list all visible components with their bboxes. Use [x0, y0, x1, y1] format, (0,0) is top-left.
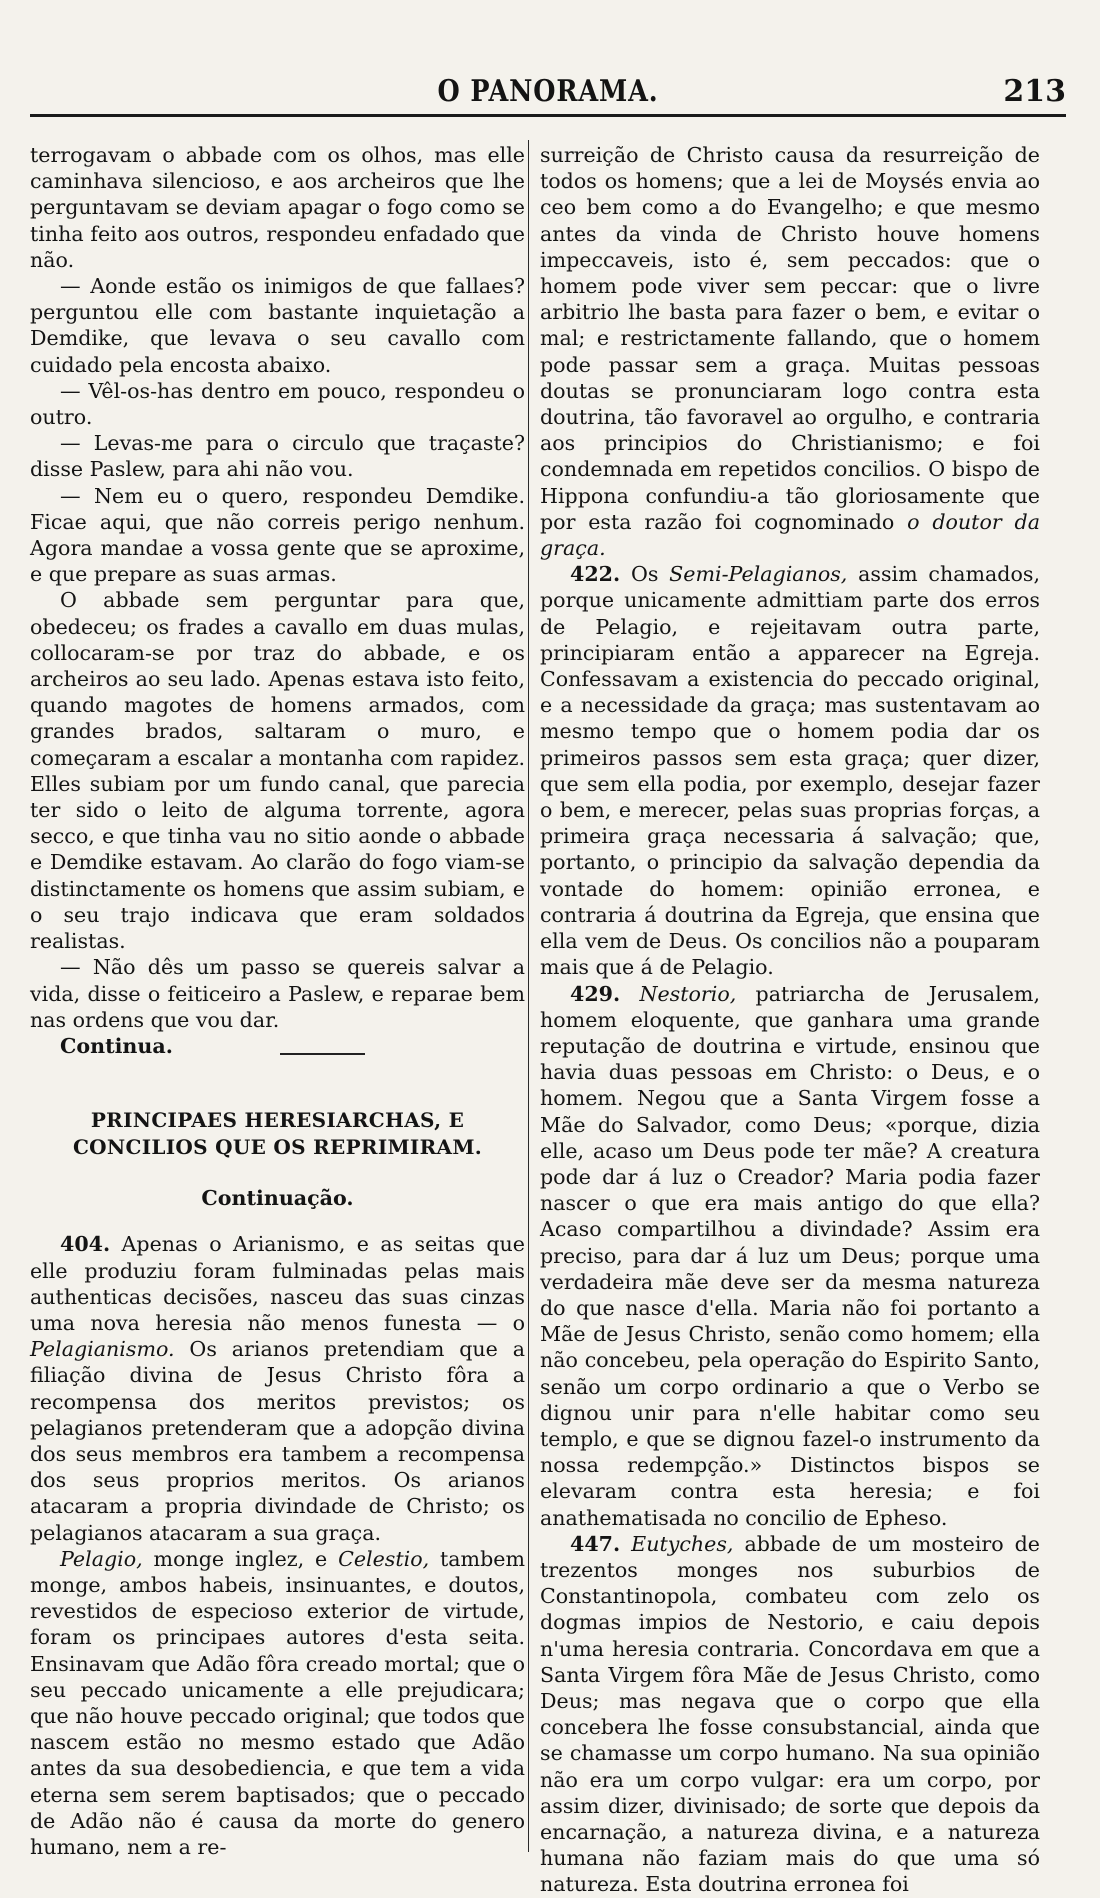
- column-divider: [528, 140, 529, 1852]
- story-paragraph-7: — Não dês um passo se quereis salvar a vida, disse o feiticeiro a Paslew, e reparae bem nas ordens que vou dar.: [30, 955, 525, 1032]
- paragraph-number-422: 422.: [570, 562, 621, 587]
- story-paragraph-5: — Nem eu o quero, respondeu Demdike. Ficae aqui, que não correis perigo nenhum. Agora mandae a vossa gente que se aproxime, e que prepare as suas armas.: [30, 483, 525, 587]
- page-header: [30, 70, 1066, 117]
- section-separator: [280, 1053, 365, 1055]
- story-paragraph-6: O abbade sem perguntar para que, obedeceu; os frades a cavallo em duas mulas, collocaram-se por traz do abbade, e os archeiros ao seu lado. Apenas estava isto feito, quando magotes de homens armados, com grandes brados, saltaram o muro, e começaram a escalar a montanha com rapidez. Elles subiam por um fundo canal, que parecia ter sido o leito de alguma torrente, agora secco, e que tinha vau no sitio aonde o abbade e Demdike estavam. Ao clarão do fogo viam-se distinctamente os homens que assim subiam, e o seu trajo indicava que eram soldados realistas.: [30, 588, 525, 954]
- story-paragraph-1: terrogavam o abbade com os olhos, mas elle caminhava silencioso, e aos archeiros que lhe perguntavam se deviam apagar o fogo como se tinha feito aos outros, respondeu enfadado que não.: [30, 143, 525, 272]
- paragraph-continued: surreição de Christo causa da resurreição de todos os homens; que a lei de Moysés envia ao ceo bem como a do Evangelho; e que mesmo antes da vinda de Christo houve homens impeccaveis, isto é, sem peccados: que o homem pode viver sem peccar: que o livre arbitrio lhe basta para fazer o bem, e evitar o mal; e restrictamente fallando, que o homem pode passar sem a graça. Muitas pessoas doutas se pronunciaram logo contra esta doutrina, tão favoravel ao orgulho, e contraria aos principios do Christianismo; e foi condemnada em repetidos concilios. O bispo de Hippona confundiu-a tão gloriosamente que por esta razão foi cognominado o doutor da graça.: [540, 143, 1040, 561]
- story-paragraph-2: — Aonde estão os inimigos de que fallaes? perguntou elle com bastante inquietação a Demdike, que levava o seu cavallo com cuidado pela encosta abaixo.: [30, 274, 525, 377]
- paragraph-number-404: 404.: [60, 1232, 111, 1257]
- page-number: 213: [1003, 74, 1066, 109]
- paragraph-number-447: 447.: [570, 1531, 621, 1556]
- paragraph-number-429: 429.: [570, 981, 621, 1006]
- paragraph-422: 422. Os Semi-Pelagianos, assim chamados, porque unicamente admittiam parte dos erros de Pelagio, e rejeitavam outra parte, principiaram então a apparecer na Egreja. Confessavam a existencia do peccado original, e a necessidade da graça; mas sustentavam ao mesmo tempo que o homem podia dar os primeiros passos sem esta graça; quer dizer, que sem ella podia, por exemplo, desejar fazer o bem, e merecer, pelas suas proprias forças, a primeira graça necessaria á salvação; que, portanto, o principio da salvação dependia da vontade do homem: opinião erronea, e contraria á doutrina da Egreja, que ensina que ella vem de Deus. Os concilios não a pouparam mais que á de Pelagio.: [540, 562, 1041, 980]
- right-column: [540, 142, 1040, 1898]
- paragraph-pelagio: Pelagio, monge inglez, e Celestio, tambem monge, ambos habeis, insinuantes, e doutos, revestidos de especioso exterior de virtude, foram os principaes autores d'esta seita. Ensinavam que Adão fôra creado mortal; que o seu peccado unicamente a elle prejudicara; que não houve peccado original; que todos que nascem estão no mesmo estado que Adão antes da sua desobediencia, e que tem a vida eterna sem serem baptisados; que o peccado de Adão não é causa da morte do genero humano, nem a re-: [30, 1546, 525, 1859]
- story-paragraph-3: — Vêl-os-has dentro em pouco, respondeu o outro.: [30, 378, 525, 430]
- journal-title: O PANORAMA.: [437, 74, 659, 109]
- paragraph-404: 404. Apenas o Arianismo, e as seitas que elle produziu foram fulminadas pelas mais authenticas decisões, nasceu das suas cinzas uma nova heresia não menos funesta — o Pelagianismo. Os arianos pretendiam que a filiação divina de Jesus Christo fôra a recompensa dos meritos previstos; os pelagianos pretenderam que a adopção divina dos seus membros era tambem a recompensa dos seus proprios meritos. Os arianos atacaram a propria divindade de Christo; os pelagianos atacaram a sua graça.: [30, 1232, 525, 1545]
- paragraph-447: 447. Eutyches, abbade de um mosteiro de trezentos monges nos suburbios de Constantinopola, combateu com zelo os dogmas impios de Nestorio, e caiu depois n'uma heresia contraria. Concordava em que a Santa Virgem fôra Mãe de Jesus Christo, como Deus; mas negava que o corpo que ella concebera lhe fosse consubstancial, ainda que se chamasse um corpo humano. Na sua opinião não era um corpo vulgar: era um corpo, por assim dizer, divinisado; de sorte que depois da encarnação, a natureza divina, e a natureza humana não faziam mais do que uma só natureza. Esta doutrina erronea foi: [540, 1531, 1040, 1897]
- continua-note: Continua.: [60, 1033, 173, 1058]
- story-paragraph-4: — Levas-me para o circulo que traçaste? disse Paslew, para ahi não vou.: [30, 431, 525, 482]
- paragraph-429: 429. Nestorio, patriarcha de Jerusalem, homem eloquente, que ganhara uma grande reputação de doutrina e virtude, ensinou que havia duas pessoas em Christo: o Deus, e o homem. Negou que a Santa Virgem fosse a Mãe do Salvador, como Deus; «porque, dizia elle, acaso um Deus pode ter mãe? A creatura pode dar á luz o Creador? Maria podia fazer nascer o que era mais antigo do que ella? Acaso compartilhou a divindade? Assim era preciso, para dar á luz um Deus; porque uma verdadeira mãe deve ser da mesma natureza do que nasce d'ella. Maria não foi portanto a Mãe de Jesus Christo, senão como homem; ella não concebeu, pela operação do Espirito Santo, senão um corpo ordinario a que o Verbo se dignou unir para n'elle habitar como seu templo, e que se dignou fazel-o instrumento da nossa redempção.» Distinctos bispos se elevaram contra esta heresia; e foi anathematisada no concilio de Epheso.: [540, 981, 1041, 1530]
- left-column: [30, 142, 525, 1860]
- continuation-label: Continuação.: [201, 1186, 354, 1211]
- article-heading: PRINCIPAES HERESIARCHAS, E CONCILIOS QUE OS REPRIMIRAM.: [72, 1108, 483, 1160]
